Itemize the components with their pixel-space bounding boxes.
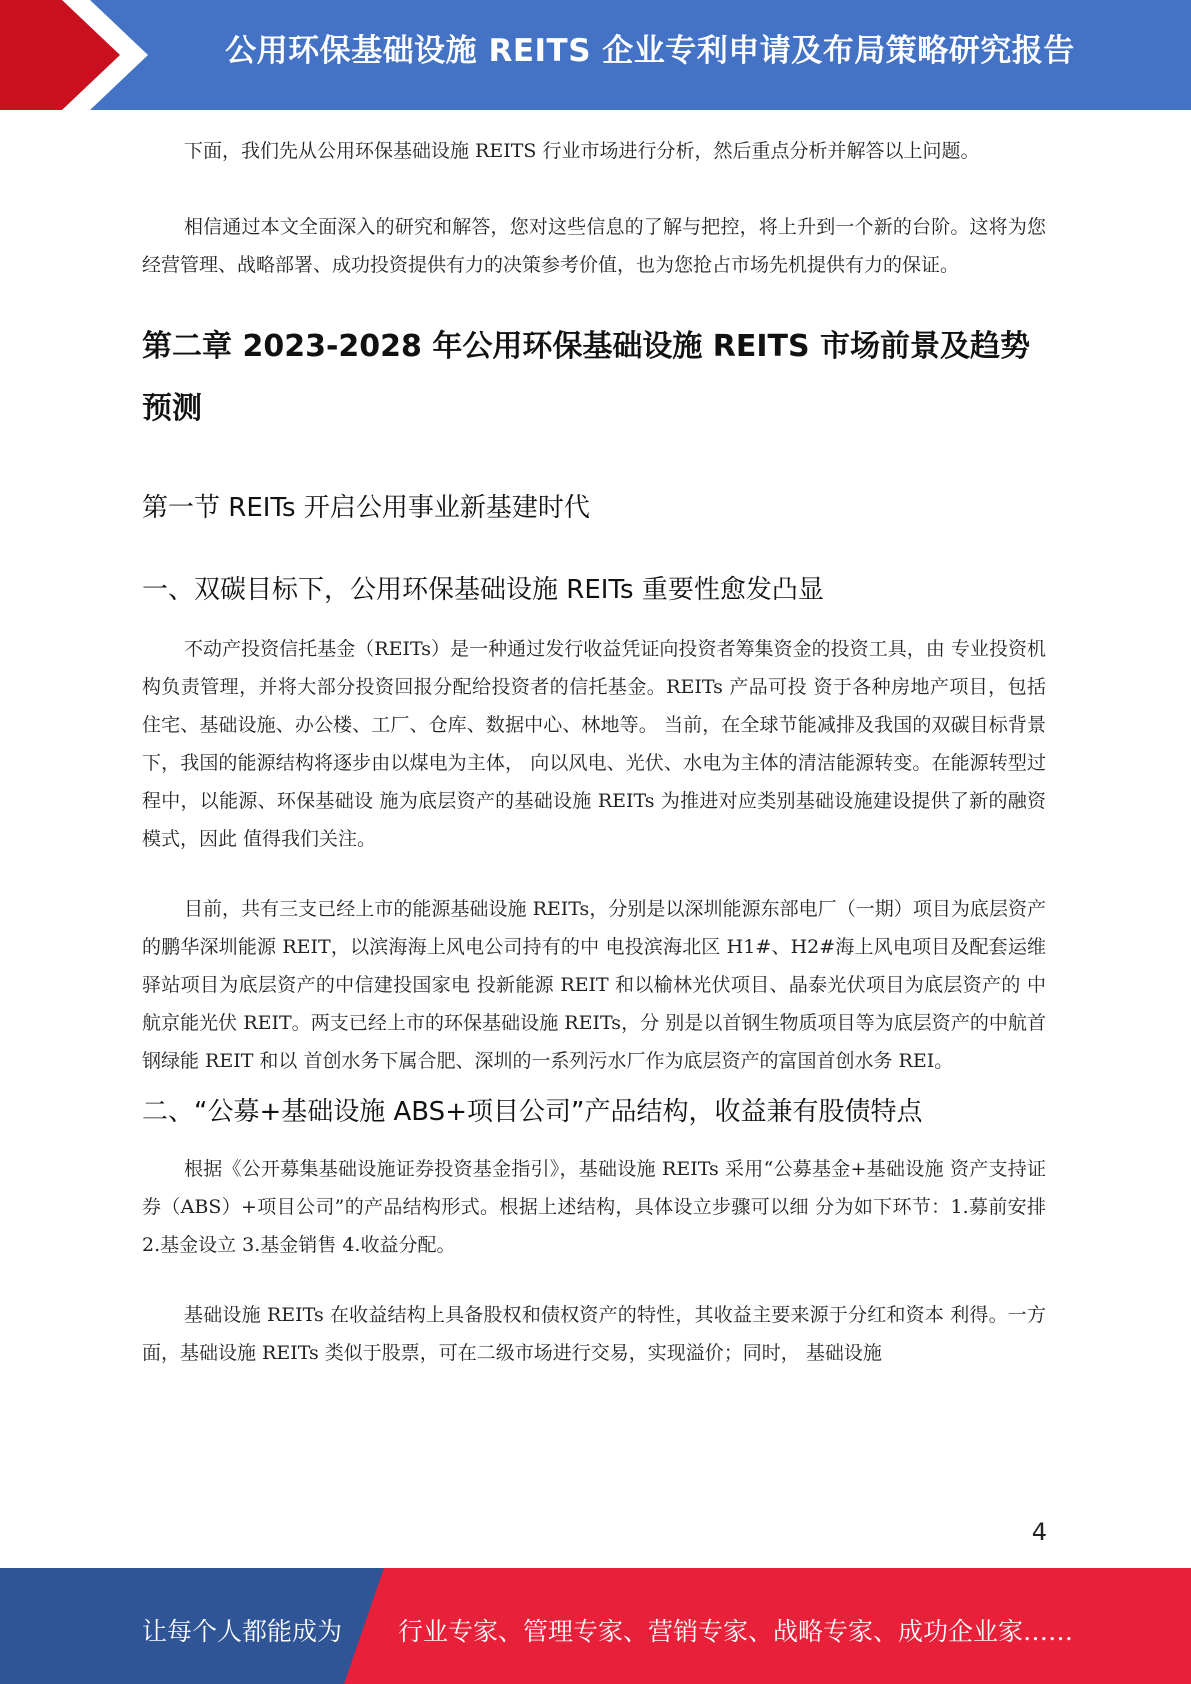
paragraph-reits-intro: 不动产投资信托基金（REITs）是一种通过发行收益凭证向投资者筹集资金的投资工具，由 专业投资机构负责管理，并将大部分投资回报分配给投资者的信托基金。REITs 产品可投 资于各种房地产项目，包括住宅、基础设施、办公楼、工厂、仓库、数据中心、林地等。 当前，在全球节能减排及我国的双碳目标背景下，我国的能源结构将逐步由以煤电为主体， 向以风电、光伏、水电为主体的清洁能源转变。在能源转型过程中，以能源、环保基础设 施为底层资产的基础设施 REITs 为推进对应类别基础设施建设提供了新的融资模式，因此 值得我们关注。 <box>142 638 1046 850</box>
chapter-title: 第二章 2023-2028 年公用环保基础设施 REITS 市场前景及趋势预测 <box>142 329 1031 426</box>
section-title: 第一节 REITs 开启公用事业新基建时代 <box>142 493 590 523</box>
page-number: 4 <box>1031 1518 1047 1546</box>
page-footer <box>0 1568 1191 1684</box>
paragraph-intro: 下面，我们先从公用环保基础设施 REITS 行业市场进行分析，然后重点分析并解答以上问题。 <box>184 140 980 162</box>
subsection-title-2: 二、“公募+基础设施 ABS+项目公司”产品结构，收益兼有股债特点 <box>142 1097 923 1127</box>
page-header <box>0 0 1191 110</box>
paragraph-structure: 根据《公开募集基础设施证券投资基金指引》，基础设施 REITs 采用“公募基金+基础设施 资产支持证券（ABS）+项目公司”的产品结构形式。根据上述结构，具体设立步骤可以细 分为如下环节：1.募前安排 2.基金设立 3.基金销售 4.收益分配。 <box>142 1158 1046 1256</box>
footer-slogan-right: 行业专家、管理专家、营销专家、战略专家、成功企业家…… <box>398 1617 1074 1646</box>
paragraph-listed-reits: 目前，共有三支已经上市的能源基础设施 REITs，分别是以深圳能源东部电厂（一期）项目为底层资产的鹏华深圳能源 REIT，以滨海海上风电公司持有的中 电投滨海北区 H1#、H2#海上风电项目及配套运维驿站项目为底层资产的中信建投国家电 投新能源 REIT 和以榆林光伏项目、晶泰光伏项目为底层资产的 中航京能光伏 REIT。两支已经上市的环保基础设施 REITs，分 别是以首钢生物质项目等为底层资产的中航首钢绿能 REIT 和以 首创水务下属合肥、深圳的一系列污水厂作为底层资产的富国首创水务 REI。 <box>142 898 1046 1072</box>
subsection-title-1: 一、双碳目标下，公用环保基础设施 REITs 重要性愈发凸显 <box>142 575 824 605</box>
footer-slogan-left: 让每个人都能成为 <box>142 1617 343 1646</box>
paragraph-returns: 基础设施 REITs 在收益结构上具备股权和债权资产的特性，其收益主要来源于分红和资本 利得。一方面，基础设施 REITs 类似于股票，可在二级市场进行交易，实现溢价；同时， 基础设施 <box>142 1304 1046 1364</box>
document-body <box>142 132 1046 1372</box>
header-title: 公用环保基础设施 REITS 企业专利申请及布局策略研究报告 <box>225 33 1075 69</box>
paragraph-belief: 相信通过本文全面深入的研究和解答，您对这些信息的了解与把控，将上升到一个新的台阶。这将为您经营管理、战略部署、成功投资提供有力的决策参考价值，也为您抢占市场先机提供有力的保证。 <box>142 216 1046 276</box>
